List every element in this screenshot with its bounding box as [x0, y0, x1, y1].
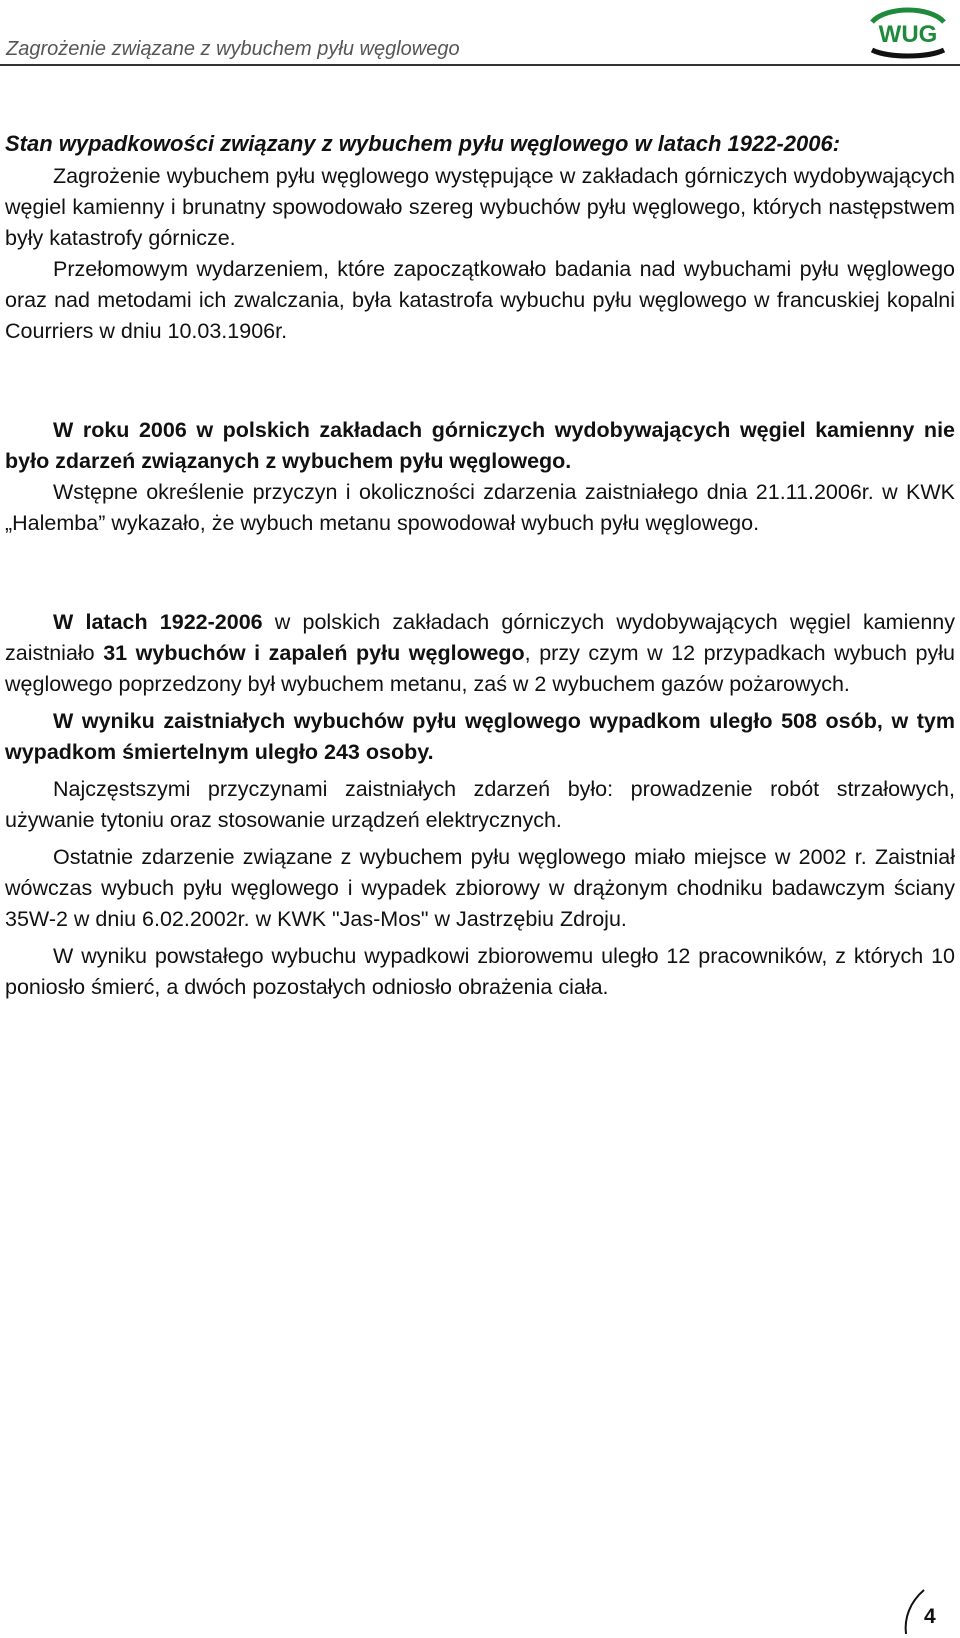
page-number-ornament — [898, 1588, 948, 1636]
p5-bold-a: W latach 1922-2006 — [53, 610, 263, 634]
paragraph-1: Zagrożenie wybuchem pyłu węglowego występujące w zakładach górniczych wydobywających węgiel kamienny i brunatny spowodowało szereg wybuchów pyłu węglowego, których następstwem były katastrofy górnicze. — [5, 164, 955, 250]
page-number: 4 — [924, 1605, 936, 1628]
paragraph-9: W wyniku powstałego wybuchu wypadkowi zbiorowemu uległo 12 pracowników, z których 10 poniosło śmierć, a dwóch pozostałych odniosło obrażenia ciała. — [5, 944, 955, 999]
paragraph-6: W wyniku zaistniałych wybuchów pyłu węglowego wypadkom uległo 508 osób, w tym wypadkom śmiertelnym uległo 243 osoby. — [5, 709, 955, 764]
p5-text-b: , przy czym w 12 przypadkach wybuch pyłu węglowego poprzedzony był wybuchem metanu, zaś w 2 wybuchem gazów pożarowych. — [5, 641, 955, 696]
document-body — [5, 128, 955, 1003]
page-header — [0, 0, 960, 66]
paragraph-7: Najczęstszymi przyczynami zaistniałych zdarzeń było: prowadzenie robót strzałowych, używanie tytoniu oraz stosowanie urządzeń elektrycznych. — [5, 777, 955, 832]
paragraph-3: W roku 2006 w polskich zakładach górniczych wydobywających węgiel kamienny nie było zdarzeń związanych z wybuchem pyłu węglowego. — [5, 418, 955, 473]
paragraph-5 — [5, 607, 955, 700]
logo-text: WUG — [878, 21, 938, 48]
header-divider — [0, 64, 960, 66]
header-title: Zagrożenie związane z wybuchem pyłu węglowego — [6, 38, 460, 60]
paragraph-8: Ostatnie zdarzenie związane z wybuchem pyłu węglowego miało miejsce w 2002 r. Zaistniał wówczas wybuch pyłu węglowego i wypadek zbiorowy w drążonym chodniku badawczym ściany 35W-2 w dniu 6.02.2002r. w KWK "Jas-Mos" w Jastrzębiu Zdroju. — [5, 845, 955, 931]
section-heading: Stan wypadkowości związany z wybuchem pyłu węglowego w latach 1922-2006: — [5, 131, 841, 156]
paragraph-4: Wstępne określenie przyczyn i okoliczności zdarzenia zaistniałego dnia 21.11.2006r. w KWK „Halemba” wykazało, że wybuch metanu spowodował wybuch pyłu węglowego. — [5, 480, 955, 535]
p5-bold-b: 31 wybuchów i zapaleń pyłu węglowego — [103, 641, 525, 665]
paragraph-2: Przełomowym wydarzeniem, które zapoczątkowało badania nad wybuchami pyłu węglowego oraz nad metodami ich zwalczania, była katastrofa wybuchu pyłu węglowego w francuskiej kopalni Courriers w dniu 10.03.1906r. — [5, 257, 955, 343]
wug-logo — [866, 2, 950, 60]
p5-text-a: w polskich zakładach górniczych wydobywających węgiel kamienny zaistniało — [5, 610, 955, 665]
